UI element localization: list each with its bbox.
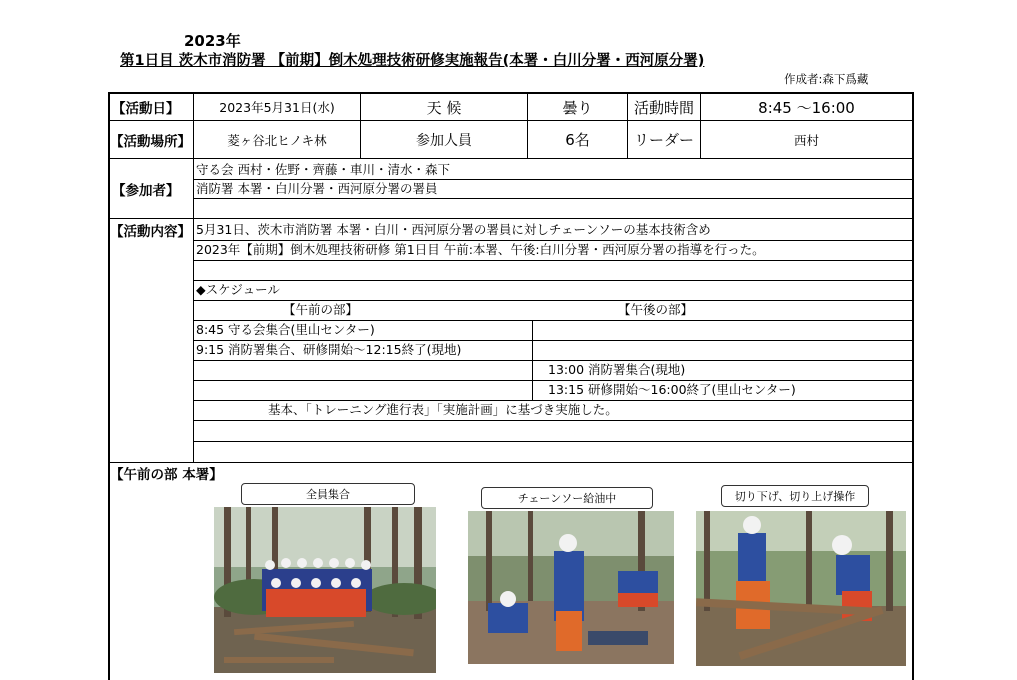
content-label: 【活動内容】 xyxy=(110,224,191,240)
participants-label: 【参加者】 xyxy=(112,182,180,199)
caption-chainsaw-refuel: チェーンソー給油中 xyxy=(481,487,653,509)
participants-count-label: 参加人員 xyxy=(416,132,472,149)
report-title: 第1日目 茨木市消防署 【前期】倒木処理技術研修実施報告(本署・白川分署・西河原分署) xyxy=(120,53,705,69)
activity-date: 2023年5月31日(水) xyxy=(219,100,335,115)
am-schedule-1: 8:45 守る会集合(里山センター) xyxy=(196,322,375,337)
content-line-2: 2023年【前期】倒木処理技術研修 第1日目 午前:本署、午後:白川分署・西河原分署の指導を行った。 xyxy=(196,242,765,257)
schedule-note: 基本、「トレーニング進行表」「実施計画」に基づき実施した。 xyxy=(268,402,618,417)
activity-date-label: 【活動日】 xyxy=(112,101,180,117)
pm-schedule-2: 13:15 研修開始～16:00終了(里山センター) xyxy=(548,382,796,397)
weather-value: 曇り xyxy=(562,98,593,117)
weather-label: 天 候 xyxy=(426,98,462,117)
participants-line-2: 消防署 本署・白川分署・西河原分署の署員 xyxy=(196,181,438,196)
am-schedule-2: 9:15 消防署集合、研修開始～12:15終了(現地) xyxy=(196,342,462,357)
caption-all-gather: 全員集合 xyxy=(241,483,415,505)
leader-value: 西村 xyxy=(793,132,819,148)
location-label: 【活動場所】 xyxy=(110,133,191,150)
schedule-title: ◆スケジュール xyxy=(196,282,280,297)
photo-cutting-operation xyxy=(696,511,906,666)
leader-label: リーダー xyxy=(633,131,694,149)
caption-cutting-operation: 切り下げ、切り上げ操作 xyxy=(721,485,869,507)
activity-time: 8:45 ～16:00 xyxy=(758,98,855,117)
pm-schedule-1: 13:00 消防署集合(現地) xyxy=(548,362,686,377)
report-author: 作成者:森下爲藏 xyxy=(784,72,869,86)
photo-group-gathering xyxy=(214,507,436,673)
report-year: 2023年 xyxy=(184,32,241,50)
participants-count: 6名 xyxy=(565,131,590,149)
content-line-1: 5月31日、茨木市消防署 本署・白川・西河原分署の署員に対しチェーンソーの基本技術含め xyxy=(196,222,711,237)
participants-line-1: 守る会 西村・佐野・齊藤・車川・清水・森下 xyxy=(196,162,450,177)
photo-chainsaw-refuel xyxy=(468,511,674,664)
location-value: 菱ヶ谷北ヒノキ林 xyxy=(227,132,327,148)
pm-header: 【午後の部】 xyxy=(618,302,694,317)
photos-section-label: 【午前の部 本署】 xyxy=(110,467,223,483)
activity-time-label: 活動時間 xyxy=(633,98,694,117)
am-header: 【午前の部】 xyxy=(283,302,359,317)
